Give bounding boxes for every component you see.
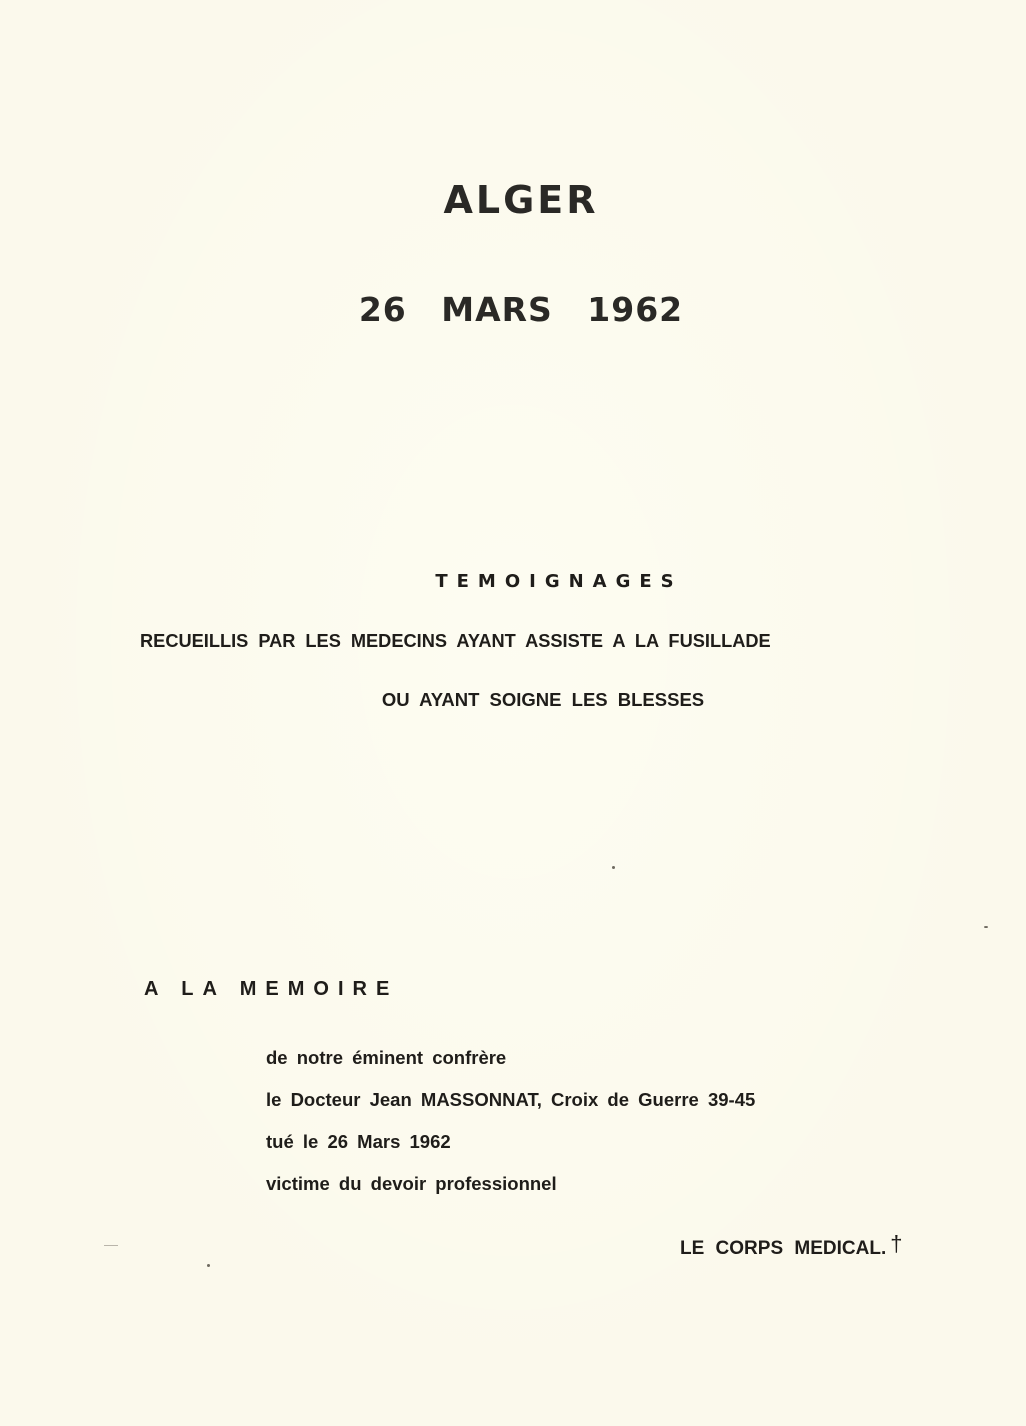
signature-text: LE CORPS MEDICAL. <box>680 1238 887 1259</box>
section-label-temoignages: TEMOIGNAGES <box>435 571 683 592</box>
page-date: 26 MARS 1962 <box>358 290 684 329</box>
dedication-line: le Docteur Jean MASSONNAT, Croix de Guerre 39-45 <box>266 1089 756 1110</box>
paper-speck <box>984 926 988 928</box>
subtitle-line-2: OU AYANT SOIGNE LES BLESSES <box>381 689 705 710</box>
dedication-line: tué le 26 Mars 1962 <box>266 1131 451 1152</box>
signature <box>680 1231 903 1260</box>
paper-speck <box>612 866 615 869</box>
paper-speck <box>207 1264 210 1267</box>
page-title: ALGER <box>443 178 599 222</box>
paper-speck <box>104 1245 118 1246</box>
memorial-heading: A LA MEMOIRE <box>144 978 399 1000</box>
dedication-line: de notre éminent confrère <box>266 1047 507 1068</box>
subtitle-line-1: RECUEILLIS PAR LES MEDECINS AYANT ASSISTE A LA FUSILLADE <box>140 630 771 651</box>
dedication-line: victime du devoir professionnel <box>266 1173 557 1194</box>
dedication-block <box>266 1037 755 1205</box>
cross-mark: † <box>890 1231 903 1256</box>
